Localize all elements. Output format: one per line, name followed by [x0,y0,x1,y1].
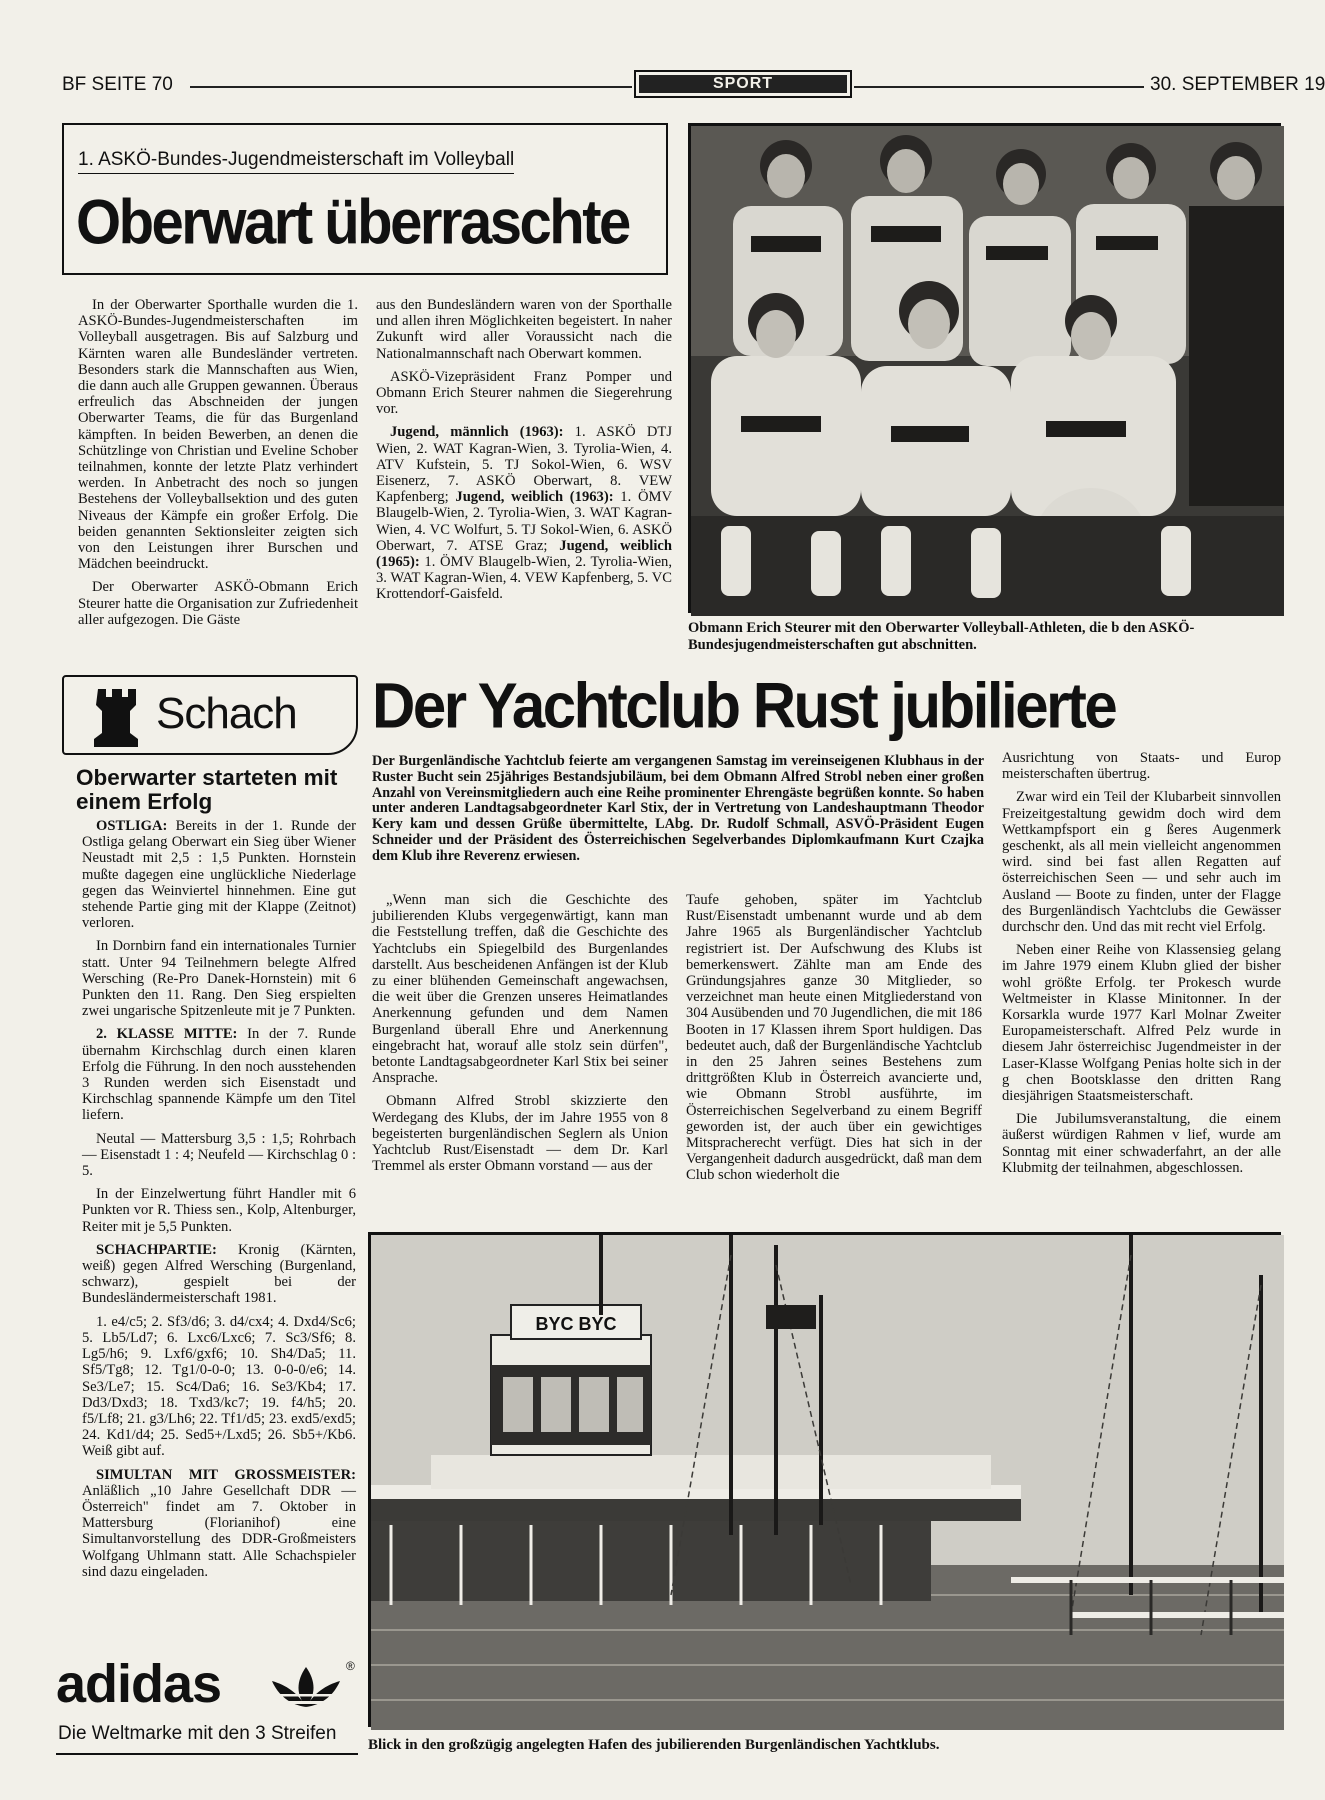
paragraph: Die Jubilumsveranstaltung, die einem äußerst würdigen Rahmen v lief, wurde am Sonntag mit einer schwaderfahrt, an der alle Klubmitg der teilnahmen, abgeschlossen. [1002,1111,1281,1176]
paragraph [82,1467,356,1580]
harbour-photo [368,1232,1281,1727]
results-text: 1. ÖMV Blaugelb-Wien, 2. Tyrolia-Wien, 3. WAT Kagran-Wien, 4. VC Wolfurt, 5. TJ Sokol-Wien, 6. ASKÖ Oberwart, 7. ATSE Graz; [376,489,672,554]
schach-lead: SIMULTAN MIT GROSSMEISTER: [96,1466,356,1483]
schach-lead: SCHACHPARTIE: [96,1241,217,1258]
schach-text: In der 7. Runde übernahm Kirchschlag durch einen klaren Erfolg die Führung. In den noch ausstehenden 3 Runden werden sich Eisenstadt und Kirchschlag spannende Kämpfe um den Titel liefern. [82,1026,356,1124]
yacht-lead: Der Burgenländische Yachtclub feierte am vergangenen Samstag im vereinseigenen Klubhaus in der Ruster Bucht sein 25jähriges Bestandsjubiläum, bei dem Obmann Alfred Strobl neben einer großen Anzahl von Vereinsmitgliedern auch eine Reihe prominenter Ehrengäste begrüßen konnte. So haben unter anderen Landtagsabgeordneter Karl Stix, der in Vertretung von Landeshauptmann Theodor Kery kam und dessen Grüße übermittelte, LAbg. Dr. Rudolf Schmall, ASVÖ-Präsident Eugen Schneider und der Präsident des Österreichischen Segelverbandes Diplomkaufmann Kurt Czajka dem Klub ihre Reverenz erwiesen. [372,753,984,864]
schach-text: Anläßlich „10 Jahre Gesellchaft DDR — Österreich" findet am 7. Oktober in Mattersburg (Florianihof) eine Simultanvorstellung des DDR-Großmeisters Wolfgang Uhlmann statt. Alle Schachspieler sind dazu eingeladen. [82,1482,356,1580]
volleyball-kicker: 1. ASKÖ-Bundes-Jugendmeisterschaft im Volleyball [78,149,514,174]
page-number: BF SEITE 70 [62,74,173,95]
schach-logo-text: Schach [156,689,297,738]
chess-rook-icon [88,683,148,751]
team-photo-illustration [691,126,1284,616]
volleyball-column-2 [376,297,672,610]
paragraph: aus den Bundesländern waren von der Sporthalle und allen ihren Möglichkeiten begeistert. In naher Zukunft wird aller Voraussicht nach die Nationalmannschaft nach Oberwart kommen. [376,297,672,362]
results-label: Jugend, weiblich (1965): [376,537,672,571]
header-rule-left [190,86,632,88]
volleyball-photo-caption: Obmann Erich Steurer mit den Oberwarter Volleyball-Athleten, die b den ASKÖ-Bundesjugendmeisterschaften gut abschnitten. [688,620,1195,653]
volleyball-team-photo [688,123,1281,613]
section-label: SPORT [712,75,774,92]
clubhouse-sign: BYC BYC [535,1314,617,1334]
paragraph: Der Oberwarter ASKÖ-Obmann Erich Steurer hatte die Organisation zur Zufriedenheit aller aufgezogen. Die Gäste [78,579,358,628]
adidas-tagline: Die Weltmarke mit den 3 Streifen [58,1723,337,1744]
schach-body [82,818,356,1587]
paragraph: Ausrichtung von Staats- und Europ meisterschaften übertrug. [1002,750,1281,783]
volleyball-column-1 [78,297,358,635]
schach-text: Neutal — Mattersburg 3,5 : 1,5; Rohrbach — Eisenstadt 1 : 4; Neufeld — Kirchschlag 0 : 5. [82,1130,356,1180]
paragraph: Obmann Alfred Strobl skizzierte den Werdegang des Klubs, der im Jahre 1955 von 8 begeisterten burgenländischen Seglern als Union Yachtclub Rust/Eisenstadt — dem Dr. Karl Tremmel als erster Obmann vorstand — aus der [372,1093,668,1175]
schach-lead: 2. KLASSE MITTE: [96,1026,238,1043]
schach-text: Kronig (Kärnten, weiß) gegen Alfred Wersching (Burgenland, schwarz), gespielt bei der Bundesländermeisterschaft 1981. [82,1241,356,1307]
results-text: 1. ÖMV Blaugelb-Wien, 2. Tyrolia-Wien, 3. WAT Kagran-Wien, 4. VEW Kapfenberg, 5. VC Krottendorf-Gaisfeld. [376,554,672,603]
schach-logo [62,675,358,755]
section-box [634,70,852,98]
schach-text: 1. e4/c5; 2. Sf3/d6; 3. d4/cx4; 4. Dxd4/Sc6; 5. Lb5/Ld7; 6. Lxc6/Lxc6; 7. Sc3/Sf6; 8. Lg5/h6; 9. Lxf6/gxf6; 10. Sh4/Da5; 11. Sf5/Tg8; 12. Tg1/0-0-0; 13. 0-0-0/e6; 14. Se3/Le7; 15. Sc4/Da6; 16. Se3/Kb4; 17. Dd3/Dxd3; 18. Txd3/kc7; 19. f4/h5; 20. f5/Lf8; 21. g3/Lh6; 22. Tf1/d5; 23. exd5/exd5; 24. Kd1/d4; 25. Sed5+/Lxd5; 26. Sb5+/Kb6. Weiß gibt auf. [82,1313,356,1460]
paragraph [82,1242,356,1307]
paragraph: Neben einer Reihe von Klassensieg gelang im Jahre 1979 einem Klubn glied der bisher wohl größte Erfolg. ter Prokesch wurde Weltmeister in Klasse Minitonner. In der Korsarkla wurde 1977 Karl Molnar Zweiter Europameisterschaft. Alfred Pelz wurde in diesem Jahr österreichisc Jugendmeister in der Laser-Klasse Wolfgang Penias holte sich in der g chen Bootsklasse den dritten Rang diesjährigen Staatsmeisterschaft. [1002,942,1281,1105]
yacht-headline: Der Yachtclub Rust jubilierte [372,670,1116,742]
paragraph [82,818,356,931]
schach-headline: Oberwarter starteten mit einem Erfolg [76,765,338,814]
paragraph: ASKÖ-Vizepräsident Franz Pomper und Obmann Erich Steurer nahmen die Siegerehrung vor. [376,368,672,418]
paragraph [82,938,356,1019]
schach-text: In der Einzelwertung führt Handler mit 6 Punkten vor R. Thiess sen., Kolp, Altenburger, Reiter mit je 5,5 Punkten. [82,1186,356,1235]
paragraph: In der Oberwarter Sporthalle wurden die 1. ASKÖ-Bundes-Jugendmeisterschaften im Volleyball ausgetragen. Bis auf Salzburg und Kärnten waren alle Bundesländer vertreten. Besonders stark die Mannschaften aus Wien, die dann auch alle Gruppen gewannen. Überaus erfreulich das Abschneiden der jungen Oberwarter Teams, die für das Burgenland kämpften. In beiden Bewerben, an denen die Schützlinge von Christian und Eveline Schober teilnahmen, konnte der letzte Platz verhindert werden. In Anbetracht des noch so jungen Bestehens der Volleyballsektion und des guten Niveaus der Kämpfe ein großer Erfolg. Die beiden genannten Sektionsleiter zeigten sich von den Leistungen ihrer Burschen und Mädchen beeindruckt. [78,297,358,573]
page-header [62,74,1325,104]
paragraph [82,1186,356,1235]
adidas-ad [56,1655,358,1755]
yacht-column-1 [372,892,668,1181]
adidas-registered: ® [346,1659,355,1673]
results-paragraph [376,424,672,602]
volleyball-headline-box [62,123,668,275]
paragraph [82,1314,356,1460]
paragraph: „Wenn man sich die Geschichte des jubilierenden Klubs vergegenwärtigt, kann man die Feststellung treffen, daß die Geschichte des Yachtclubs ein Spiegelbild des Burgenlandes darstellt. Aus bescheidenen Anfängen ist der Klub zu einer blühenden Gemeinschaft angewachsen, die weit über die Grenzen unseres Heimatlandes Anerkennung gefunden und dem Namen Burgenland überall Ehre und Anerkennung eingebracht hat, worauf alle stolz sein dürfen", betonte Landtagsabgeordneter Karl Stix bei seiner Ansprache. [372,892,668,1087]
yacht-column-3 [1002,750,1281,1250]
volleyball-headline: Oberwart überraschte [76,187,629,258]
schach-text: Bereits in der 1. Runde der Ostliga gelang Oberwart ein Sieg über Wiener Neustadt mit 2,5 : 1,5 Punkten. Hornstein mußte dagegen eine unglückliche Niederlage gegen das Weinviertel hinnehmen. Eine gut stehende Partie ging mit der Klappe (Zeitnot) verloren. [82,818,356,932]
results-label: Jugend, männlich (1963): [390,424,564,441]
results-label: Jugend, weiblich (1963): [455,489,614,506]
harbour-photo-caption: Blick in den großzügig angelegten Hafen des jubilierenden Burgenländischen Yachtklubs. [368,1737,940,1753]
issue-date: 30. SEPTEMBER 19 [1150,74,1325,95]
paragraph: Taufe gehoben, später im Yachtclub Rust/Eisenstadt umbenannt wurde und ab dem Jahre 1965 als Burgenländischer Yachtclub registriert ist. Der Aufschwung des Klubs ist bemerkenswert. Zählte man am Ende des Gründungsjahres ganze 30 Mitglieder, so verzeichnet man heute einen Mitgliederstand von 304 Ausübenden und 70 Jugendlichen, die mit 186 Booten in 17 Klassen ihrem Sport huldigen. Das bedeutet auch, daß der Burgenländische Yachtclub in den 25 Jahren seines Bestehens zum drittgrößten Klub in Österreich avancierte und, wie Obmann Strobl ausführte, im Österreichischen Segelverband zu einem Begriff geworden ist, der auch über ein gewichtiges Mitspracherecht verfügt. Dies hat sich in der Vergangenheit dadurch ausgedrückt, daß man dem Club schon wiederholt die [686,892,982,1184]
paragraph [82,1131,356,1180]
paragraph: Zwar wird ein Teil der Klubarbeit sinnvollen Freizeitgestaltung gewidm doch wird dem Wettkampfsport ein g ßeres Augenmerk geschenkt, als all mein vielleicht angenommen wird. sind bei fast allen Regatten auf österreichischen Seen — und sehr auch im Ausland — Boote zu finden, unter der Flagge des Burgenländisch Yachtclubs die Gewässer durchschr den. Und das mit recht viel Erfolg. [1002,789,1281,936]
schach-lead: OSTLIGA: [96,818,168,834]
schach-text: In Dornbirn fand ein internationales Turnier statt. Unter 94 Teilnehmern belegte Alfred Wersching (Re-Pro Danek-Hornstein) mit 6 Punkten den 11. Rang. Den Sieg erspielten zwei ungarische Spitzenleute mit je 7 Punkten. [82,938,356,1020]
yacht-column-2 [686,892,982,1191]
header-rule-right [854,86,1144,88]
adidas-trefoil-icon [266,1663,346,1709]
harbour-photo-illustration [371,1235,1284,1730]
results-text: 1. ASKÖ DTJ Wien, 2. WAT Kagran-Wien, 3. Tyrolia-Wien, 4. ATV Kufstein, 5. TJ Sokol-Wien, 6. WSV Eisenerz, 7. ASKÖ Oberwart, 8. VEW Kapfenberg; [376,424,672,506]
adidas-brand: adidas [56,1654,222,1714]
paragraph [82,1026,356,1123]
